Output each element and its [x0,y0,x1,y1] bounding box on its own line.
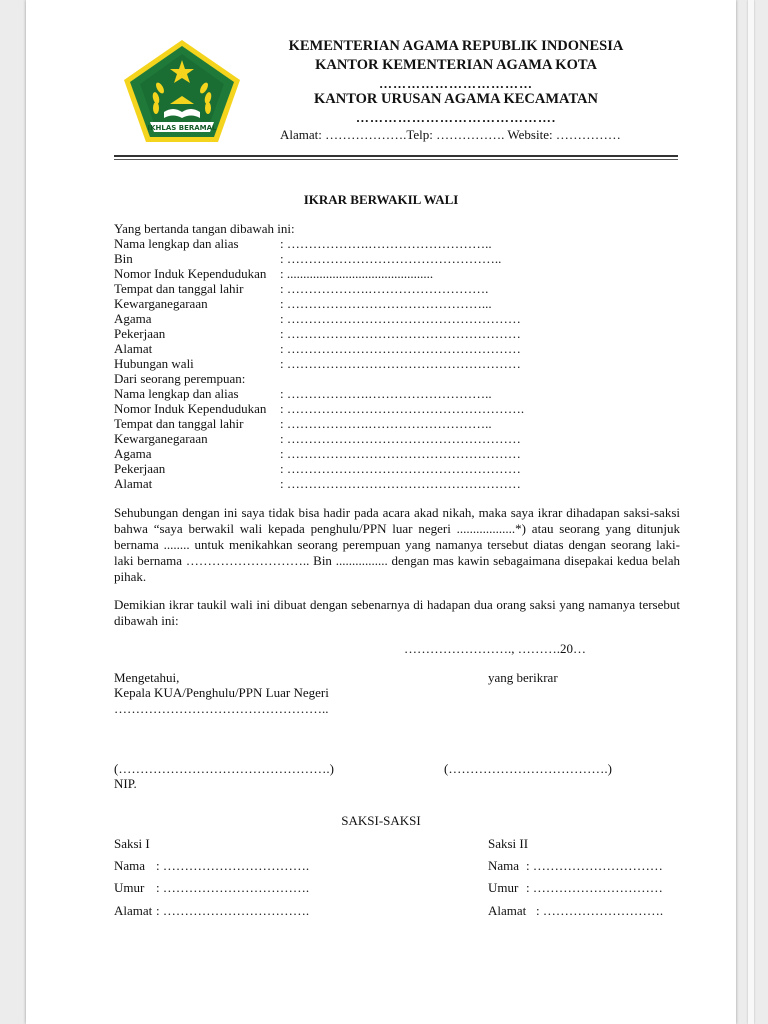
field-value: : ……………………………………………… [280,311,521,326]
field-label: Tempat dan tanggal lahir [114,281,244,296]
field-label: Alamat [114,341,153,356]
kemenag-logo-icon [120,38,244,144]
document-title: IKRAR BERWAKIL WALI [303,192,459,207]
header-office-city: KANTOR KEMENTERIAN AGAMA KOTA [315,57,597,73]
field-label: Nomor Induk Kependudukan [114,401,267,416]
background-left [0,0,26,1024]
field-value: : ………………………………………... [280,296,492,311]
saksi1-title: Saksi I [114,836,150,851]
saksi2-umur-value: : ………………………… [526,880,663,895]
header-kecamatan-dots: ……………………………………. [355,110,557,125]
field-value: : ……………….………………………. [280,281,489,296]
field-label: Nomor Induk Kependudukan [114,266,267,281]
field-label: Bin [114,251,133,266]
saksi1-alamat-label: Alamat [114,903,153,918]
field-label: Kewarganegaraan [114,431,208,446]
field-label: Kewarganegaraan [114,296,208,311]
field-label: Agama [114,311,152,326]
saksi1-nama-value: : ……………………………. [156,858,310,873]
saksi-title: SAKSI-SAKSI [341,813,421,828]
field-value: : ………………………………………………. [280,401,525,416]
header-ministry: KEMENTERIAN AGAMA REPUBLIK INDONESIA [288,38,624,54]
field-value: : ……………………………………………… [280,446,521,461]
header-divider-thin [114,159,678,160]
field-value: : ……………….……………………….. [280,236,492,251]
field-label: Nama lengkap dan alias [114,386,239,401]
header-kua: KANTOR URUSAN AGAMA KECAMATAN [314,91,598,107]
field-label: Tempat dan tanggal lahir [114,416,244,431]
sign-label-berikrar: yang berikrar [488,670,558,685]
field-label: Agama [114,446,152,461]
saksi2-title: Saksi II [488,836,529,851]
perempuan-header: Dari seorang perempuan: [114,371,246,386]
sign-name-left: (………………………………………….) [114,761,334,776]
field-value: : ……………………………………………… [280,476,521,491]
field-label: Pekerjaan [114,326,166,341]
field-value: : ……………………………………………… [280,326,521,341]
sign-name-right: (……………………………….) [444,761,612,776]
saksi2-alamat-label: Alamat [488,903,527,918]
saksi2-nama-value: : ………………………… [526,858,663,873]
field-value: : ……………………………………………… [280,356,521,371]
scrollbar[interactable] [736,0,768,1024]
field-value: : ……………………………………………… [280,431,521,446]
field-label: Nama lengkap dan alias [114,236,239,251]
saksi2-umur-label: Umur [488,880,519,895]
svg-text:IKHLAS BERAMAL: IKHLAS BERAMAL [147,124,217,132]
saksi2-alamat-value: : ………………………. [536,903,664,918]
field-label: Alamat [114,476,153,491]
sign-dots-left: ………………………………………….. [114,701,329,716]
saksi1-umur-value: : ……………………………. [156,880,310,895]
document-page [26,0,736,1024]
field-value: : ……………….……………………….. [280,416,492,431]
nip-label: NIP. [114,776,137,791]
saksi1-umur-label: Umur [114,880,145,895]
header-city-dots: …………………………… [379,76,533,91]
field-value: : ………………………………………….. [280,251,502,266]
saksi1-alamat-value: : ……………………………. [156,903,310,918]
closing-paragraph: Demikian ikrar taukil wali ini dibuat dengan sebenarnya di hadapan dua orang saksi yang namanya tersebut dibawah ini: [114,597,680,628]
intro-text: Yang bertanda tangan dibawah ini: [114,221,295,236]
saksi1-nama-label: Nama [114,858,146,873]
header-divider [114,155,678,157]
date-line: ……………………., ……….20… [404,641,586,656]
field-value: : ……………….……………………….. [280,386,492,401]
saksi2-nama-label: Nama [488,858,520,873]
sign-label-mengetahui: Mengetahui, [114,670,180,685]
field-value: : ……………………………………………… [280,461,521,476]
field-value: : ............................................. [280,266,434,281]
field-value: : ……………………………………………… [280,341,521,356]
statement-paragraph: Sehubungan dengan ini saya tidak bisa hadir pada acara akad nikah, maka saya ikrar dihadapan saksi-saksi bahwa “saya berwakil wali kepada penghulu/PPN luar negeri ..................*) atau seorang yang ditunjuk bernama ........ untuk menikahkan seorang perempuan yang namanya tersebut diatas dengan seorang laki-laki bernama ……………………….. Bin ................ dengan mas kawin sebagaimana disepakai kedua belah pihak. [114,505,680,584]
field-label: Pekerjaan [114,461,166,476]
sign-label-kepala: Kepala KUA/Penghulu/PPN Luar Negeri [114,685,329,700]
field-label: Hubungan wali [114,356,194,371]
header-address: Alamat: ……………….Telp: ……………. Website: …………… [280,127,621,142]
